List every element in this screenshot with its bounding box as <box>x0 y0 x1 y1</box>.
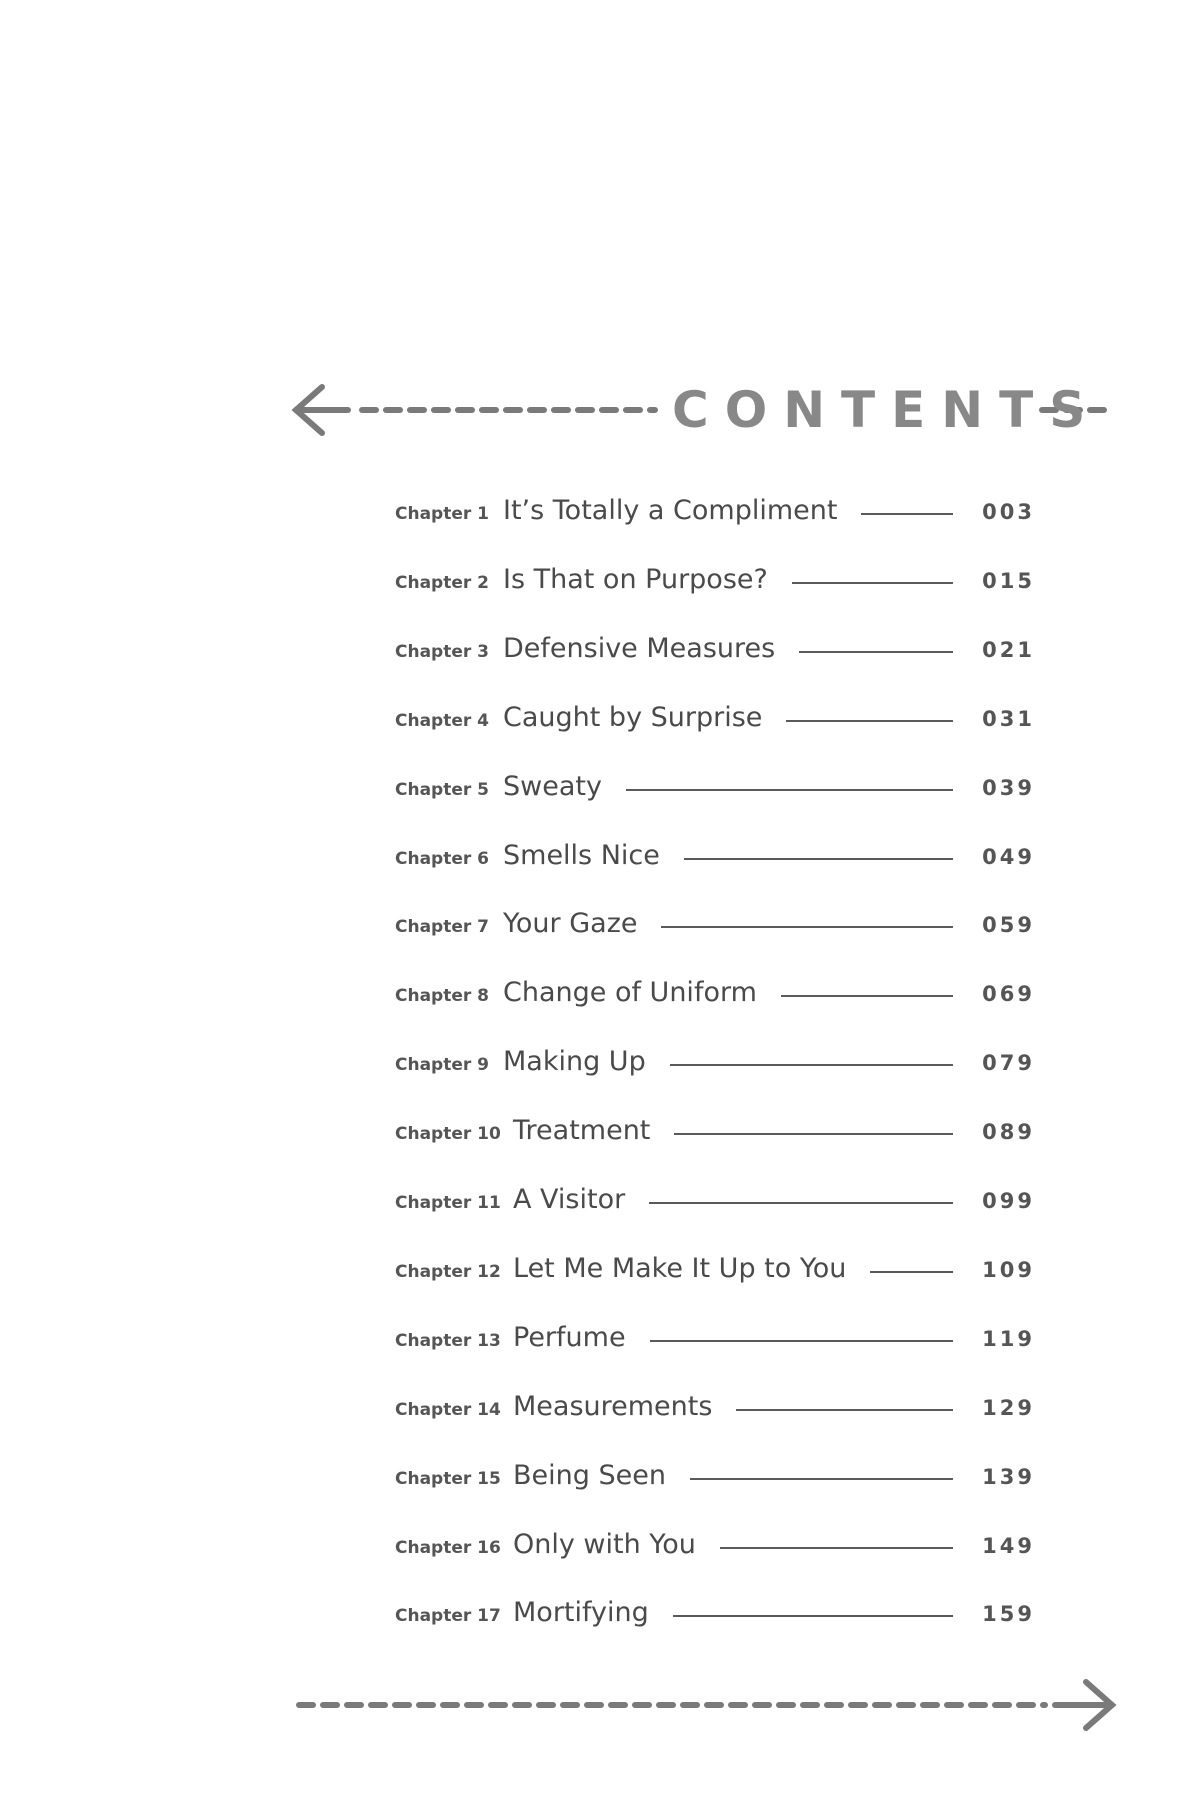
toc-entry[interactable] <box>395 697 1035 737</box>
chapter-number: Chapter 6 <box>395 848 490 869</box>
toc-entry[interactable] <box>395 1041 1035 1081</box>
footer-decoration <box>295 1675 1120 1735</box>
chapter-number: Chapter 1 <box>395 504 490 524</box>
page-number: 003 <box>982 500 1035 524</box>
chapter-title: Treatment <box>513 1115 651 1147</box>
leader-line <box>670 1064 953 1066</box>
page-number: 049 <box>982 844 1035 869</box>
page-number: 129 <box>982 1395 1035 1420</box>
toc-entry[interactable] <box>395 972 1035 1012</box>
chapter-number: Chapter 12 <box>395 1261 501 1282</box>
toc-entry[interactable] <box>395 903 1035 943</box>
page-number: 069 <box>982 982 1035 1007</box>
page-title: CONTENTS <box>672 381 1102 439</box>
toc-entry[interactable] <box>395 1524 1035 1564</box>
leader-line <box>626 789 953 791</box>
chapter-number: Chapter 2 <box>395 572 490 593</box>
page-number: 149 <box>982 1533 1035 1558</box>
chapter-number: Chapter 7 <box>395 917 490 938</box>
arrow-right-icon <box>1055 1682 1112 1728</box>
chapter-number: Chapter 4 <box>395 710 490 731</box>
chapter-title: Perfume <box>513 1321 626 1353</box>
leader-line <box>736 1409 953 1411</box>
contents-footer <box>295 1675 1120 1735</box>
leader-line <box>649 1202 953 1204</box>
chapter-number: Chapter 10 <box>395 1124 501 1145</box>
chapter-title: Smells Nice <box>503 839 660 871</box>
leader-line <box>650 1340 953 1342</box>
chapter-title: Defensive Measures <box>503 632 776 664</box>
leader-line <box>684 858 953 860</box>
leader-line <box>690 1478 953 1480</box>
chapter-title: It’s Totally a Compliment <box>503 495 838 526</box>
leader-line <box>674 1133 953 1135</box>
page-number: 159 <box>982 1602 1035 1627</box>
toc-entry[interactable] <box>395 1179 1035 1219</box>
page-number: 031 <box>982 706 1035 731</box>
page-number: 039 <box>982 775 1035 800</box>
leader-line <box>673 1615 953 1617</box>
page-number: 089 <box>982 1120 1035 1145</box>
page-number: 139 <box>982 1464 1035 1489</box>
chapter-number: Chapter 15 <box>395 1468 501 1489</box>
leader-line <box>870 1271 953 1273</box>
page-number: 109 <box>982 1257 1035 1282</box>
chapter-title: Sweaty <box>503 770 602 802</box>
chapter-title: Your Gaze <box>503 908 638 940</box>
toc-entry[interactable] <box>395 1455 1035 1495</box>
chapter-number: Chapter 17 <box>395 1606 501 1627</box>
chapter-title: Mortifying <box>513 1597 649 1629</box>
chapter-number: Chapter 14 <box>395 1399 501 1420</box>
page-number: 079 <box>982 1051 1035 1076</box>
page-number: 119 <box>982 1326 1035 1351</box>
chapter-number: Chapter 8 <box>395 986 490 1007</box>
toc-entry[interactable] <box>395 628 1035 668</box>
chapter-number: Chapter 11 <box>395 1193 501 1213</box>
toc-entry[interactable] <box>395 766 1035 806</box>
chapter-number: Chapter 16 <box>395 1537 501 1558</box>
toc-entry[interactable] <box>395 1386 1035 1426</box>
chapter-title: Being Seen <box>513 1459 666 1491</box>
chapter-number: Chapter 13 <box>395 1330 501 1351</box>
chapter-title: Let Me Make It Up to You <box>513 1252 847 1284</box>
chapter-title: A Visitor <box>513 1184 626 1215</box>
toc-entry[interactable] <box>395 1110 1035 1150</box>
leader-line <box>786 720 953 722</box>
chapter-title: Caught by Surprise <box>503 701 763 733</box>
toc-entry[interactable] <box>395 1592 1035 1632</box>
page-number: 021 <box>982 637 1035 662</box>
chapter-title: Change of Uniform <box>503 977 757 1009</box>
leader-line <box>861 513 953 515</box>
toc-entry[interactable] <box>395 490 1035 530</box>
leader-line <box>781 995 953 997</box>
leader-line <box>720 1547 953 1549</box>
chapter-title: Measurements <box>513 1390 713 1422</box>
chapter-title: Only with You <box>513 1528 696 1560</box>
toc-entry[interactable] <box>395 1317 1035 1357</box>
chapter-number: Chapter 9 <box>395 1055 490 1076</box>
toc-entry[interactable] <box>395 559 1035 599</box>
leader-line <box>661 926 953 928</box>
toc-entry[interactable] <box>395 1248 1035 1288</box>
leader-line <box>799 651 953 653</box>
page-number: 099 <box>982 1189 1035 1213</box>
leader-line <box>792 582 953 584</box>
chapter-title: Is That on Purpose? <box>503 563 768 595</box>
chapter-title: Making Up <box>503 1046 646 1078</box>
page-number: 015 <box>982 568 1035 593</box>
toc-entry[interactable] <box>395 835 1035 875</box>
chapter-number: Chapter 3 <box>395 641 490 662</box>
page-number: 059 <box>982 913 1035 938</box>
chapter-number: Chapter 5 <box>395 779 490 800</box>
